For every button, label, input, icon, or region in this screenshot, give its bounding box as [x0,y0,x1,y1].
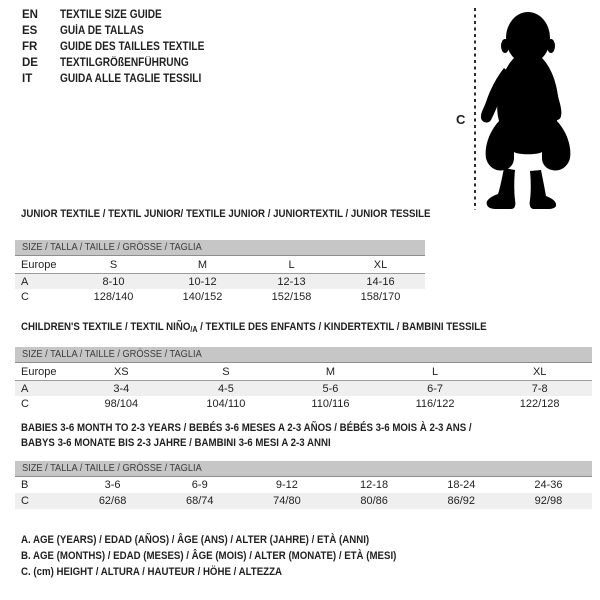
row-label: C [21,291,29,303]
baby-silhouette-icon [481,12,570,209]
junior-table-title: JUNIOR TEXTILE / TEXTIL JUNIOR/ TEXTILE JUNIOR / JUNIORTEXTIL / JUNIOR TESSILE [21,208,431,220]
table-cell: 62/68 [98,495,127,507]
language-code: FR [22,41,38,53]
table-row-age-months [15,477,592,493]
babies-table-title: BABIES 3-6 MONTH TO 2-3 YEARS / BEBÉS 3-6 MESES A 2-3 AÑOS / BÉBÉS 3-6 MOIS À 2-3 ANS / BABYS 3-6 MONATE BIS 2-3 JAHRE / BAMBINI 3-6 MESI A 2-3 ANNI [21,422,472,449]
language-code: ES [22,25,38,37]
language-title: GUIDE DES TAILLES TEXTILE [60,41,205,53]
table-row-age [15,274,425,289]
size-header-bar: SIZE / TALLA / TAILLE / GRÖSSE / TAGLIA [15,347,592,363]
size-header-bar: SIZE / TALLA / TAILLE / GRÖSSE / TAGLIA [15,240,425,256]
table-cell: 92/98 [534,495,563,507]
table-row-height [15,396,592,412]
junior-size-table [15,240,425,305]
column-header: XL [532,365,547,378]
language-row-en [22,7,224,23]
language-title: TEXTILGRÖßENFÜHRUNG [60,57,189,69]
language-title: GUIDA ALLE TAGLIE TESSILI [60,73,202,85]
language-code: IT [22,73,33,85]
table-cell: 3-4 [113,382,130,395]
row-label: A [21,382,29,395]
row-label: A [21,275,29,288]
table-cell: 128/140 [93,291,134,303]
baby-height-figure [448,2,598,214]
language-title-list [22,7,224,87]
column-header: XL [373,258,388,271]
table-cell: 3-6 [104,479,121,491]
table-cell: 12-13 [277,275,306,288]
column-header: L [432,365,439,378]
table-cell: 98/104 [104,398,139,410]
language-row-es [22,23,224,39]
language-title: TEXTILE SIZE GUIDE [60,9,162,21]
row-label: B [21,479,29,491]
table-cell: 140/152 [182,291,223,303]
language-code: DE [22,57,38,69]
table-cell: 122/128 [519,398,560,410]
table-cell: 9-12 [275,479,298,491]
table-cell: 7-8 [531,382,548,395]
row-label: C [21,495,29,507]
table-cell: 6-9 [191,479,208,491]
legend-footnotes [21,532,448,580]
region-label: Europe [21,258,57,271]
table-row-height [15,493,592,509]
table-cell: 86/92 [447,495,476,507]
language-title: GUÍA DE TALLAS [60,25,144,37]
table-row-age [15,381,592,396]
column-header-row [15,363,592,381]
footnote-height-cm: C. (cm) HEIGHT / ALTURA / HAUTEUR / HÖHE / ALTEZZA [21,566,283,578]
column-header-row [15,256,425,274]
table-cell: 158/170 [360,291,401,303]
table-cell: 10-12 [188,275,217,288]
row-label: C [21,398,29,410]
column-header: M [197,258,208,271]
footnote-age-months: B. AGE (MONTHS) / EDAD (MESES) / ÂGE (MOIS) / ALTER (MONATE) / ETÀ (MESI) [21,550,397,562]
language-row-it [22,71,224,87]
column-header: S [109,258,118,271]
table-cell: 8-10 [102,275,125,288]
column-header: M [325,365,336,378]
table-cell: 12-18 [360,479,389,491]
height-measure-label: C [456,112,466,127]
table-cell: 152/158 [271,291,312,303]
language-row-de [22,55,224,71]
table-row-height [15,289,425,305]
region-label: Europe [21,365,57,378]
table-cell: 4-5 [217,382,234,395]
size-header-bar: SIZE / TALLA / TAILLE / GRÖSSE / TAGLIA [15,461,592,477]
table-cell: 14-16 [366,275,395,288]
table-cell: 5-6 [322,382,339,395]
table-cell: 24-36 [534,479,563,491]
table-cell: 18-24 [447,479,476,491]
babies-size-table [15,461,592,509]
children-table-title: CHILDREN'S TEXTILE / TEXTIL $NIÑO_{/A}$ / TEXTILE DES ENFANTS / KINDERTEXTIL / BAMBINI TESSILE [21,321,487,334]
column-header: S [222,365,230,378]
table-cell: 110/116 [311,398,350,410]
language-code: EN [22,9,38,21]
table-cell: 68/74 [185,495,214,507]
column-header: L [288,258,295,271]
table-cell: 80/86 [360,495,388,507]
column-header: XS [113,365,129,378]
table-cell: 104/110 [206,398,246,410]
children-size-table [15,347,592,412]
footnote-age-years: A. AGE (YEARS) / EDAD (AÑOS) / ÂGE (ANS) / ALTER (JAHRE) / ETÀ (ANNI) [21,534,370,546]
table-cell: 6-7 [427,382,444,395]
language-row-fr [22,39,224,55]
table-cell: 116/122 [415,398,455,410]
table-cell: 74/80 [273,495,301,507]
